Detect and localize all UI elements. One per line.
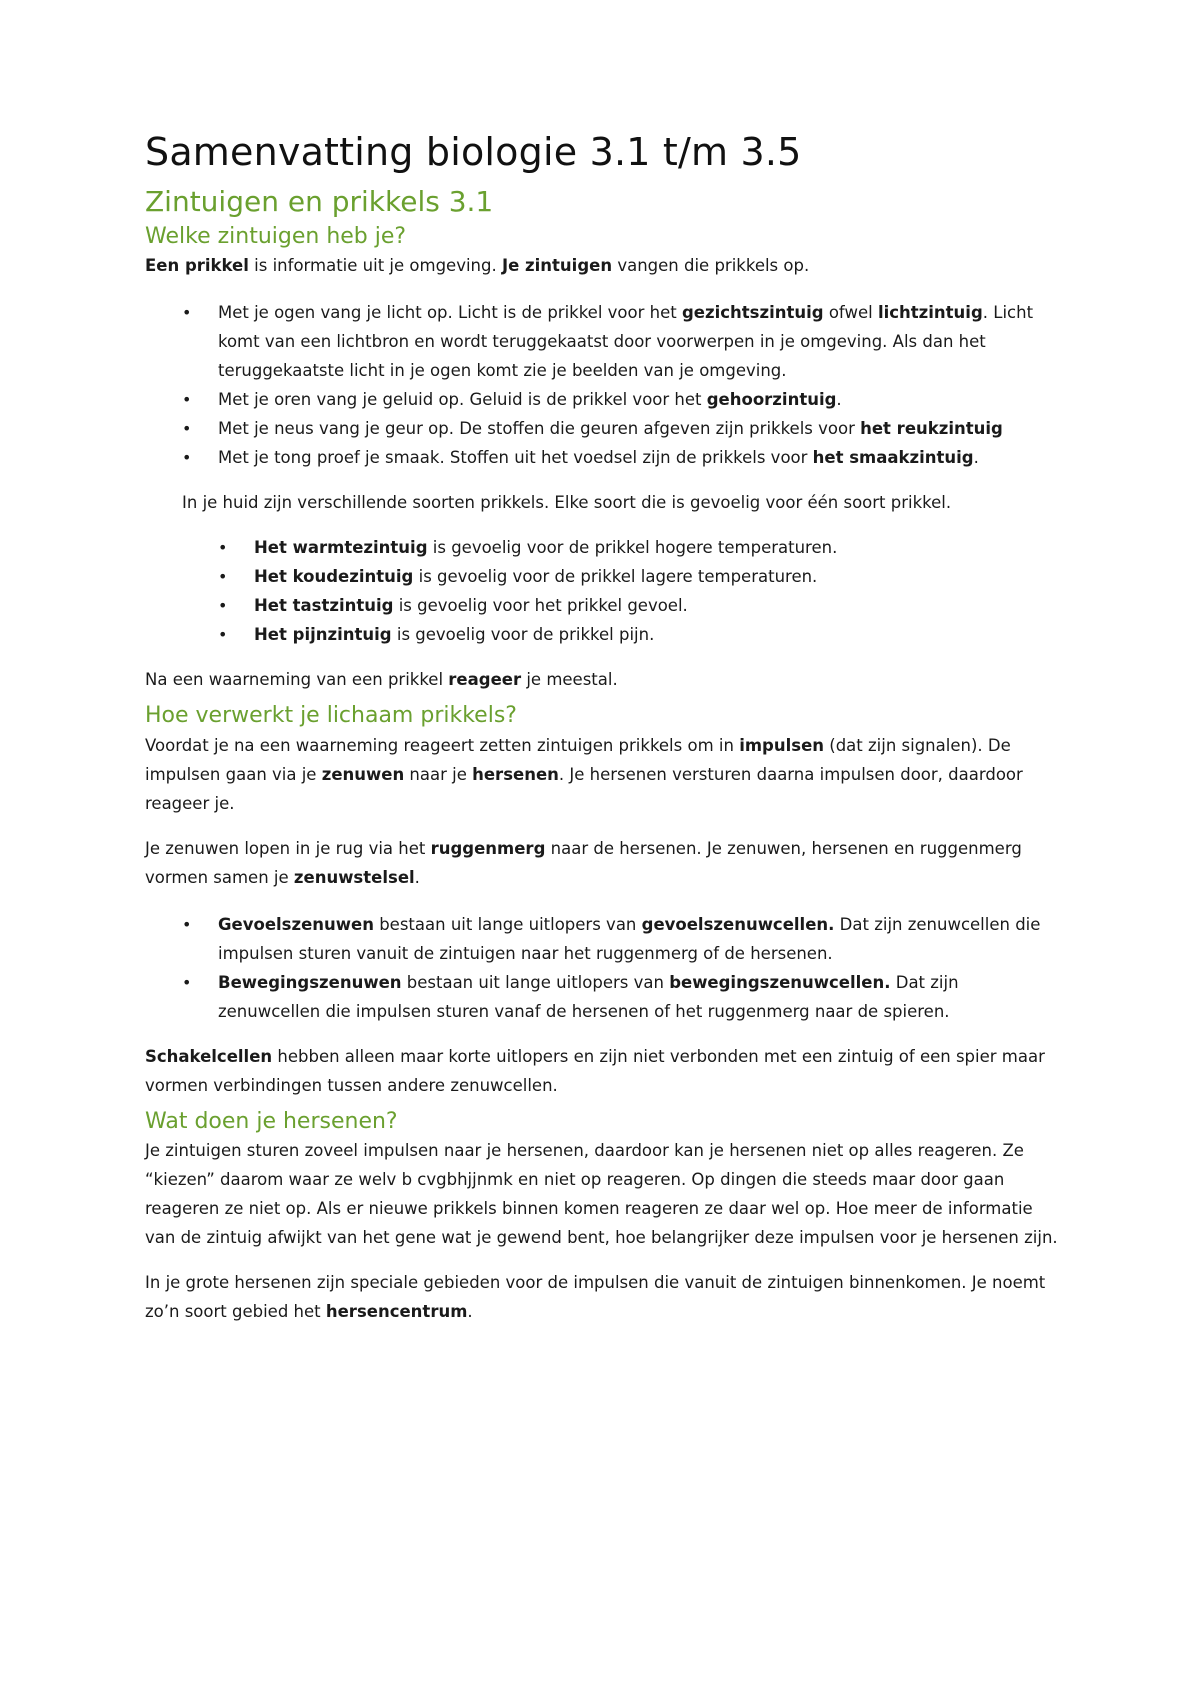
list-item: • Het pijnzintuig is gevoelig voor de prikkel pijn. [145, 620, 1065, 649]
list-item: • Met je oren vang je geluid op. Geluid is de prikkel voor het gehoorzintuig. [145, 385, 1065, 414]
list-item: • Gevoelszenuwen bestaan uit lange uitlopers van gevoelszenuwcellen. Dat zijn zenuwcellen die impulsen sturen vanuit de zintuigen naar het ruggenmerg of de hersenen. [145, 910, 1065, 968]
bullet-icon: • [182, 390, 192, 410]
list-item: • Bewegingszenuwen bestaan uit lange uitlopers van bewegingszenuwcellen. Dat zijn zenuwcellen die impulsen sturen vanaf de hersenen of het ruggenmerg naar de spieren. [145, 968, 1065, 1026]
list-item: • Met je neus vang je geur op. De stoffen die geuren afgeven zijn prikkels voor het reukzintuig [145, 414, 1065, 443]
list-item: • Met je ogen vang je licht op. Licht is de prikkel voor het gezichtszintuig ofwel lichtzintuig. Licht komt van een lichtbron en wordt teruggekaatst door voorwerpen in je omgeving. Als dan het teruggekaatste licht in je ogen komt zie je beelden van je omgeving. [145, 298, 1065, 385]
nerves-list [145, 910, 1065, 1026]
document-title: Samenvatting biologie 3.1 t/m 3.5 [145, 130, 802, 174]
bullet-icon: • [218, 538, 228, 558]
document-page [145, 130, 1065, 1326]
list-item: • Met je tong proef je smaak. Stoffen uit het voedsel zijn de prikkels voor het smaakzintuig. [145, 443, 1065, 472]
outro-paragraph: Na een waarneming van een prikkel reageer je meestal. [145, 670, 618, 690]
brain-paragraph: Je zintuigen sturen zoveel impulsen naar je hersenen, daardoor kan je hersenen niet op alles reageren. Ze “kiezen” daarom waar ze welv b cvgbhjjnmk en niet op reageren. Op dingen die steeds maar door gaan reageren ze niet op. Als er nieuwe prikkels binnen komen reageren ze daar wel op. Hoe meer de informatie van de zintuig afwijkt van het gene wat je gewend bent, hoe belangrijker deze impulsen voor je hersenen zijn. [145, 1141, 1058, 1248]
bullet-icon: • [182, 303, 192, 323]
list-item: • Het tastzintuig is gevoelig voor het prikkel gevoel. [145, 591, 1065, 620]
bullet-icon: • [218, 567, 228, 587]
bullet-icon: • [182, 419, 192, 439]
brain-centre-paragraph: In je grote hersenen zijn speciale gebieden voor de impulsen die vanuit de zintuigen binnenkomen. Je noemt zo’n soort gebied het hersencentrum. [145, 1273, 1046, 1322]
bullet-icon: • [218, 596, 228, 616]
section-heading: Zintuigen en prikkels 3.1 [145, 184, 494, 218]
subsection-heading-verwerking: Hoe verwerkt je lichaam prikkels? [145, 703, 517, 729]
skin-senses-list [145, 533, 1065, 649]
bullet-icon: • [218, 625, 228, 645]
skin-intro-paragraph: In je huid zijn verschillende soorten prikkels. Elke soort die is gevoelig voor één soort prikkel. [182, 493, 952, 513]
schakelcellen-paragraph: Schakelcellen hebben alleen maar korte uitlopers en zijn niet verbonden met een zintuig of een spier maar vormen verbindingen tussen andere zenuwcellen. [145, 1046, 1045, 1095]
nervous-system-paragraph: Je zenuwen lopen in je rug via het ruggenmerg naar de hersenen. Je zenuwen, hersenen en ruggenmerg vormen samen je zenuwstelsel. [145, 838, 1022, 887]
impulses-paragraph: Voordat je na een waarneming reageert zetten zintuigen prikkels om in impulsen (dat zijn signalen). De impulsen gaan via je zenuwen naar je hersenen. Je hersenen versturen daarna impulsen door, daardoor reageer je. [145, 735, 1023, 813]
bullet-icon: • [182, 448, 192, 468]
senses-list [145, 298, 1065, 472]
subsection-heading-hersenen: Wat doen je hersenen? [145, 1108, 398, 1134]
subsection-heading-zintuigen: Welke zintuigen heb je? [145, 223, 407, 249]
list-item: • Het warmtezintuig is gevoelig voor de prikkel hogere temperaturen. [145, 533, 1065, 562]
bullet-icon: • [182, 972, 192, 992]
bullet-icon: • [182, 914, 192, 934]
intro-paragraph: Een prikkel is informatie uit je omgeving. Je zintuigen vangen die prikkels op. [145, 256, 810, 276]
list-item: • Het koudezintuig is gevoelig voor de prikkel lagere temperaturen. [145, 562, 1065, 591]
